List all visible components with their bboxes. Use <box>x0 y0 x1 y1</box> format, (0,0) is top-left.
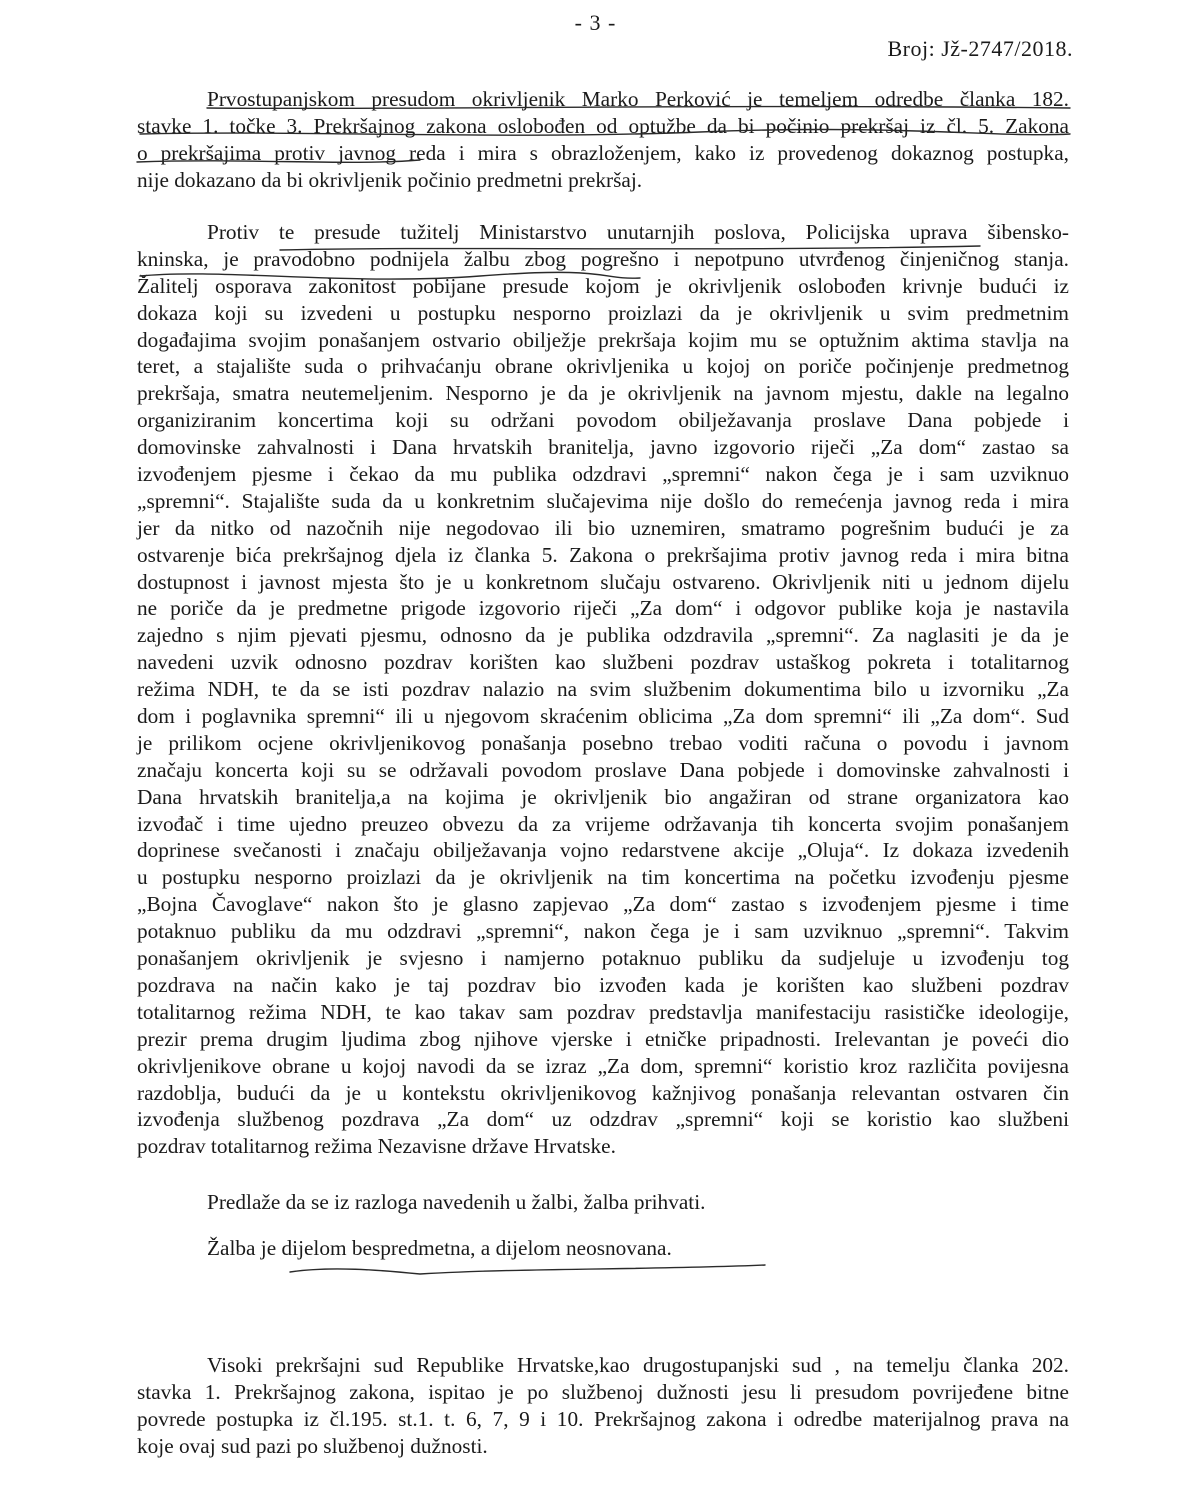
text-line: stavke 1. točke 3. Prekršajnog zakona oslobođen od optužbe da bi počinio prekršaj iz čl. 5. Zakona <box>137 113 1069 138</box>
text-line: domovinske zahvalnosti i Dana hrvatskih branitelja, javno izgovorio riječi „Za dom“ zastao sa <box>137 435 1069 460</box>
text-line: je prilikom ocjene okrivljenikovog ponašanja posebno trebao voditi računa o povodu i javnom <box>137 730 1069 755</box>
text-line: jer da nitko od nazočnih nije negodovao ili bio uznemiren, smatramo pogrešnim budući je za <box>137 515 1069 540</box>
text-line: stavka 1. Prekršajnog zakona, ispitao je po službenoj dužnosti jesu li presudom povrijeđene bitne <box>137 1379 1069 1404</box>
paragraph-appeal-arguments <box>137 219 1069 1160</box>
text-line: organiziranim koncertima koji su održani povodom obilježavanja proslave Dana pobjede i <box>137 408 1069 433</box>
text-line: Žalba je dijelom bespredmetna, a dijelom neosnovana. <box>207 1236 672 1260</box>
text-line: nije dokazano da bi okrivljenik počinio predmetni prekršaj. <box>137 167 643 192</box>
text-line: totalitarnog režima NDH, te kao takav sam pozdrav predstavlja manifestaciju rasističke ideologije, <box>137 999 1069 1024</box>
text-line: doprinese svečanosti i značaju obilježavanja vojno redarstvene akcije „Oluja“. Iz dokaza izvedenih <box>137 838 1069 863</box>
text-line: dostupnost i javnost mjesta što je u konkretnom slučaju ostvareno. Okrivljenik niti u jednom dijelu <box>137 569 1069 594</box>
text-line: Dana hrvatskih branitelja,a na kojima je okrivljenik bio angažiran od strane organizatora kao <box>137 784 1069 809</box>
text-line: Žalitelj osporava zakonitost pobijane presude kojom je okrivljenik oslobođen krivnje budući iz <box>137 273 1069 298</box>
text-line: o prekršajima protiv javnog reda i mira s obrazloženjem, kako iz provedenog dokaznog postupka, <box>137 140 1069 165</box>
text-line: ostvarenje bića prekršajnog djela iz članka 5. Zakona o prekršajima protiv javnog reda i mira bitna <box>137 542 1069 567</box>
text-line: izvođenja službenog pozdrava „Za dom“ uz odzdrav „spremni“ koji se koristio kao službeni <box>137 1107 1069 1132</box>
text-line: zajedno s njim pjevati pjesmu, odnosno da je publika odzdravila „spremni“. Za naglasiti je da je <box>137 623 1069 648</box>
text-line: izvođač i time ujedno preuzeo obvezu da za vrijeme održavanja tih koncerta svojim ponašanjem <box>137 811 1069 836</box>
text-line: dom i poglavnika spremni“ ili u njegovom skraćenim oblicima „Za dom spremni“ ili „Za dom“. Sud <box>137 704 1069 729</box>
case-number: Broj: Jž-2747/2018. <box>887 36 1073 61</box>
text-line: režima NDH, te da se isti pozdrav nalazio na svim službenim dokumentima bilo u izvorniku „Za <box>137 677 1069 702</box>
text-line: okrivljenikove obrane u kojoj navodi da se izraz „Za dom, spremni“ koristio kroz različita povijesna <box>137 1053 1069 1078</box>
text-line: pozdrava na način kako je taj pozdrav bio izvođen kada je korišten kao službeni pozdrav <box>137 972 1069 997</box>
page-number: - 3 - <box>574 10 617 35</box>
paragraph-appeal-proposal <box>137 1189 1069 1216</box>
text-line: izvođenjem pjesme i čekao da mu publika odzdravi „spremni“ nakon čega je i sam uzviknuo <box>137 462 1069 487</box>
text-line: teret, a stajalište suda o prihvaćanju obrane okrivljenika u kojoj on poriče počinjenje predmetnog <box>137 354 1069 379</box>
text-line: „Bojna Čavoglave“ nakon što je glasno zapjevao „Za dom“ zastao s izvođenjem pjesme i time <box>137 892 1069 917</box>
text-line: u postupku nesporno proizlazi da je okrivljenik na tim koncertima na početku izvođenju pjesme <box>137 865 1069 890</box>
text-line: pozdrav totalitarnog režima Nezavisne države Hrvatske. <box>137 1134 616 1159</box>
text-line: „spremni“. Stajalište suda da u konkretnim slučajevima nije došlo do remećenja javnog reda i mira <box>137 488 1069 513</box>
text-line: prezir prema drugim ljudima zbog njihove vjerske i etničke pripadnosti. Irelevantan je poveći dio <box>137 1026 1069 1051</box>
paragraph-appeal-assessment <box>137 1235 1069 1262</box>
text-line: Visoki prekršajni sud Republike Hrvatske,kao drugostupanjski sud , na temelju članka 202. <box>207 1353 1069 1377</box>
paragraph-high-court-review <box>137 1352 1069 1460</box>
text-line: povrede postupka iz čl.195. st.1. t. 6, 7, 9 i 10. Prekršajnog zakona i odredbe materijalnog prava na <box>137 1406 1069 1431</box>
text-line: značaju koncerta koji su se održavali povodom proslave Dana pobjede i domovinske zahvalnosti i <box>137 757 1069 782</box>
paragraph-first-instance-verdict <box>137 86 1069 194</box>
text-line: koje ovaj sud pazi po službenoj dužnosti. <box>137 1433 488 1458</box>
text-line: kninska, je pravodobno podnijela žalbu zbog pogrešno i nepotpuno utvrđenog činjeničnog stanja. <box>137 246 1069 271</box>
text-line: dokaza koji su izvedeni u postupku nesporno proizlazi da je okrivljenik u svim predmetnim <box>137 300 1069 325</box>
text-line: događajima svojim ponašanjem ostvario obilježje prekršaja kojim mu se optužnim aktima stavlja na <box>137 327 1069 352</box>
text-line: potaknuo publiku da mu odzdravi „spremni“, nakon čega je i sam uzviknuo „spremni“. Takvim <box>137 919 1069 944</box>
text-line: prekršaja, smatra neutemeljenim. Nesporno je da je okrivljenik na javnom mjestu, dakle na legalno <box>137 381 1069 406</box>
text-line: Protiv te presude tužitelj Ministarstvo unutarnjih poslova, Policijska uprava šibensko- <box>207 220 1069 244</box>
text-line: razdoblja, budući da je u kontekstu okrivljenikovog kažnjivog ponašanja relevantan ostvaren čin <box>137 1080 1069 1105</box>
text-line: ponašanjem okrivljenik je svjesno i namjerno potaknuo publiku da sudjeluje u izvođenju tog <box>137 946 1069 971</box>
text-line: ne poriče da je predmetne prigode izgovorio riječi „Za dom“ i odgovor publike koja je nastavila <box>137 596 1069 621</box>
text-line: Predlaže da se iz razloga navedenih u žalbi, žalba prihvati. <box>207 1190 706 1214</box>
text-line: Prvostupanjskom presudom okrivljenik Marko Perković je temeljem odredbe članka 182. <box>207 87 1069 111</box>
text-line: navedeni uzvik odnosno pozdrav korišten kao službeni pozdrav ustaškog pokreta i totalitarnog <box>137 650 1069 675</box>
